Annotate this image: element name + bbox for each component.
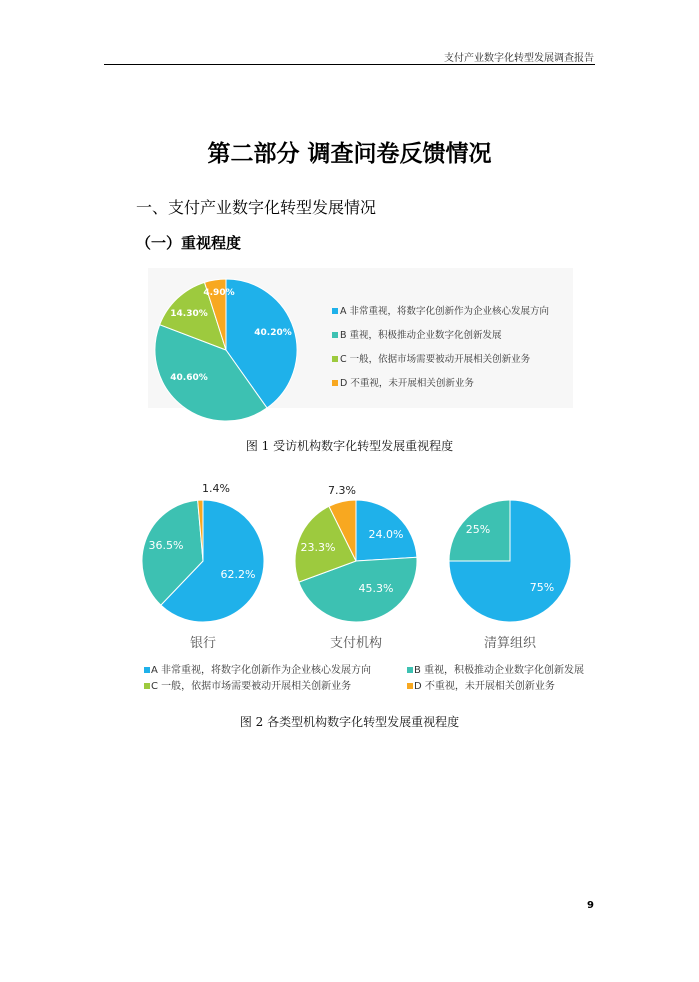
slice-label-d: 1.4% — [202, 482, 230, 495]
legend-swatch-c — [332, 356, 338, 362]
legend-label-d: D 不重视，未开展相关创新业务 — [414, 681, 555, 692]
legend-swatch-d — [332, 380, 338, 386]
slice-label-c: 23.3% — [300, 541, 336, 554]
figure-1-caption: 图 1 受访机构数字化转型发展重视程度 — [245, 439, 454, 453]
legend-swatch-b — [407, 667, 413, 673]
pie-chart-payment-institution — [295, 484, 417, 651]
slice-label-a: 24.0% — [368, 528, 404, 541]
slice-label-b: 25% — [465, 523, 491, 536]
legend-label-c: C 一般，依据市场需要被动开展相关创新业务 — [151, 681, 352, 692]
figure-2-caption: 图 2 各类型机构数字化转型发展重视程度 — [239, 715, 460, 729]
legend-swatch-c — [144, 683, 150, 689]
slice-label-b: 36.5% — [148, 539, 184, 552]
legend-swatch-a — [144, 667, 150, 673]
pie-title: 银行 — [189, 636, 217, 651]
slice-label-a: 75% — [529, 581, 555, 594]
legend-swatch-d — [407, 683, 413, 689]
legend-figure-1 — [332, 305, 549, 389]
legend-swatch-b — [332, 332, 338, 338]
page-number: 9 — [587, 900, 594, 911]
slice-label-a: 40.20% — [254, 328, 292, 338]
section-heading: 一、支付产业数字化转型发展情况 — [136, 198, 377, 217]
legend-figure-2 — [144, 663, 584, 692]
pie-title: 清算组织 — [483, 636, 537, 651]
page-title: 第二部分 调查问卷反馈情况 — [207, 141, 492, 167]
legend-label-d: D 不重视，未开展相关创新业务 — [340, 378, 474, 389]
legend-swatch-a — [332, 308, 338, 314]
slice-label-b: 40.60% — [170, 373, 208, 383]
pie-chart-bank — [142, 482, 264, 651]
slice-label-a: 62.2% — [220, 568, 256, 581]
subsection-heading: （一）重视程度 — [136, 234, 242, 252]
slice-label-d: 7.3% — [328, 484, 356, 497]
legend-label-b: B 重视，积极推动企业数字化创新发展 — [414, 665, 585, 676]
legend-label-a: A 非常重视，将数字化创新作为企业核心发展方向 — [151, 665, 372, 676]
slice-label-d: 4.90% — [203, 288, 235, 298]
pie-chart-clearing-organization — [449, 500, 571, 651]
pie-title: 支付机构 — [329, 636, 383, 651]
legend-label-a: A 非常重视，将数字化创新作为企业核心发展方向 — [340, 306, 550, 317]
legend-label-c: C 一般，依据市场需要被动开展相关创新业务 — [340, 354, 531, 365]
running-header: 支付产业数字化转型发展调查报告 — [444, 53, 594, 64]
legend-label-b: B 重视，积极推动企业数字化创新发展 — [340, 330, 502, 341]
slice-label-b: 45.3% — [358, 582, 394, 595]
pie-chart-overall — [155, 279, 297, 421]
slice-label-c: 14.30% — [170, 309, 208, 319]
